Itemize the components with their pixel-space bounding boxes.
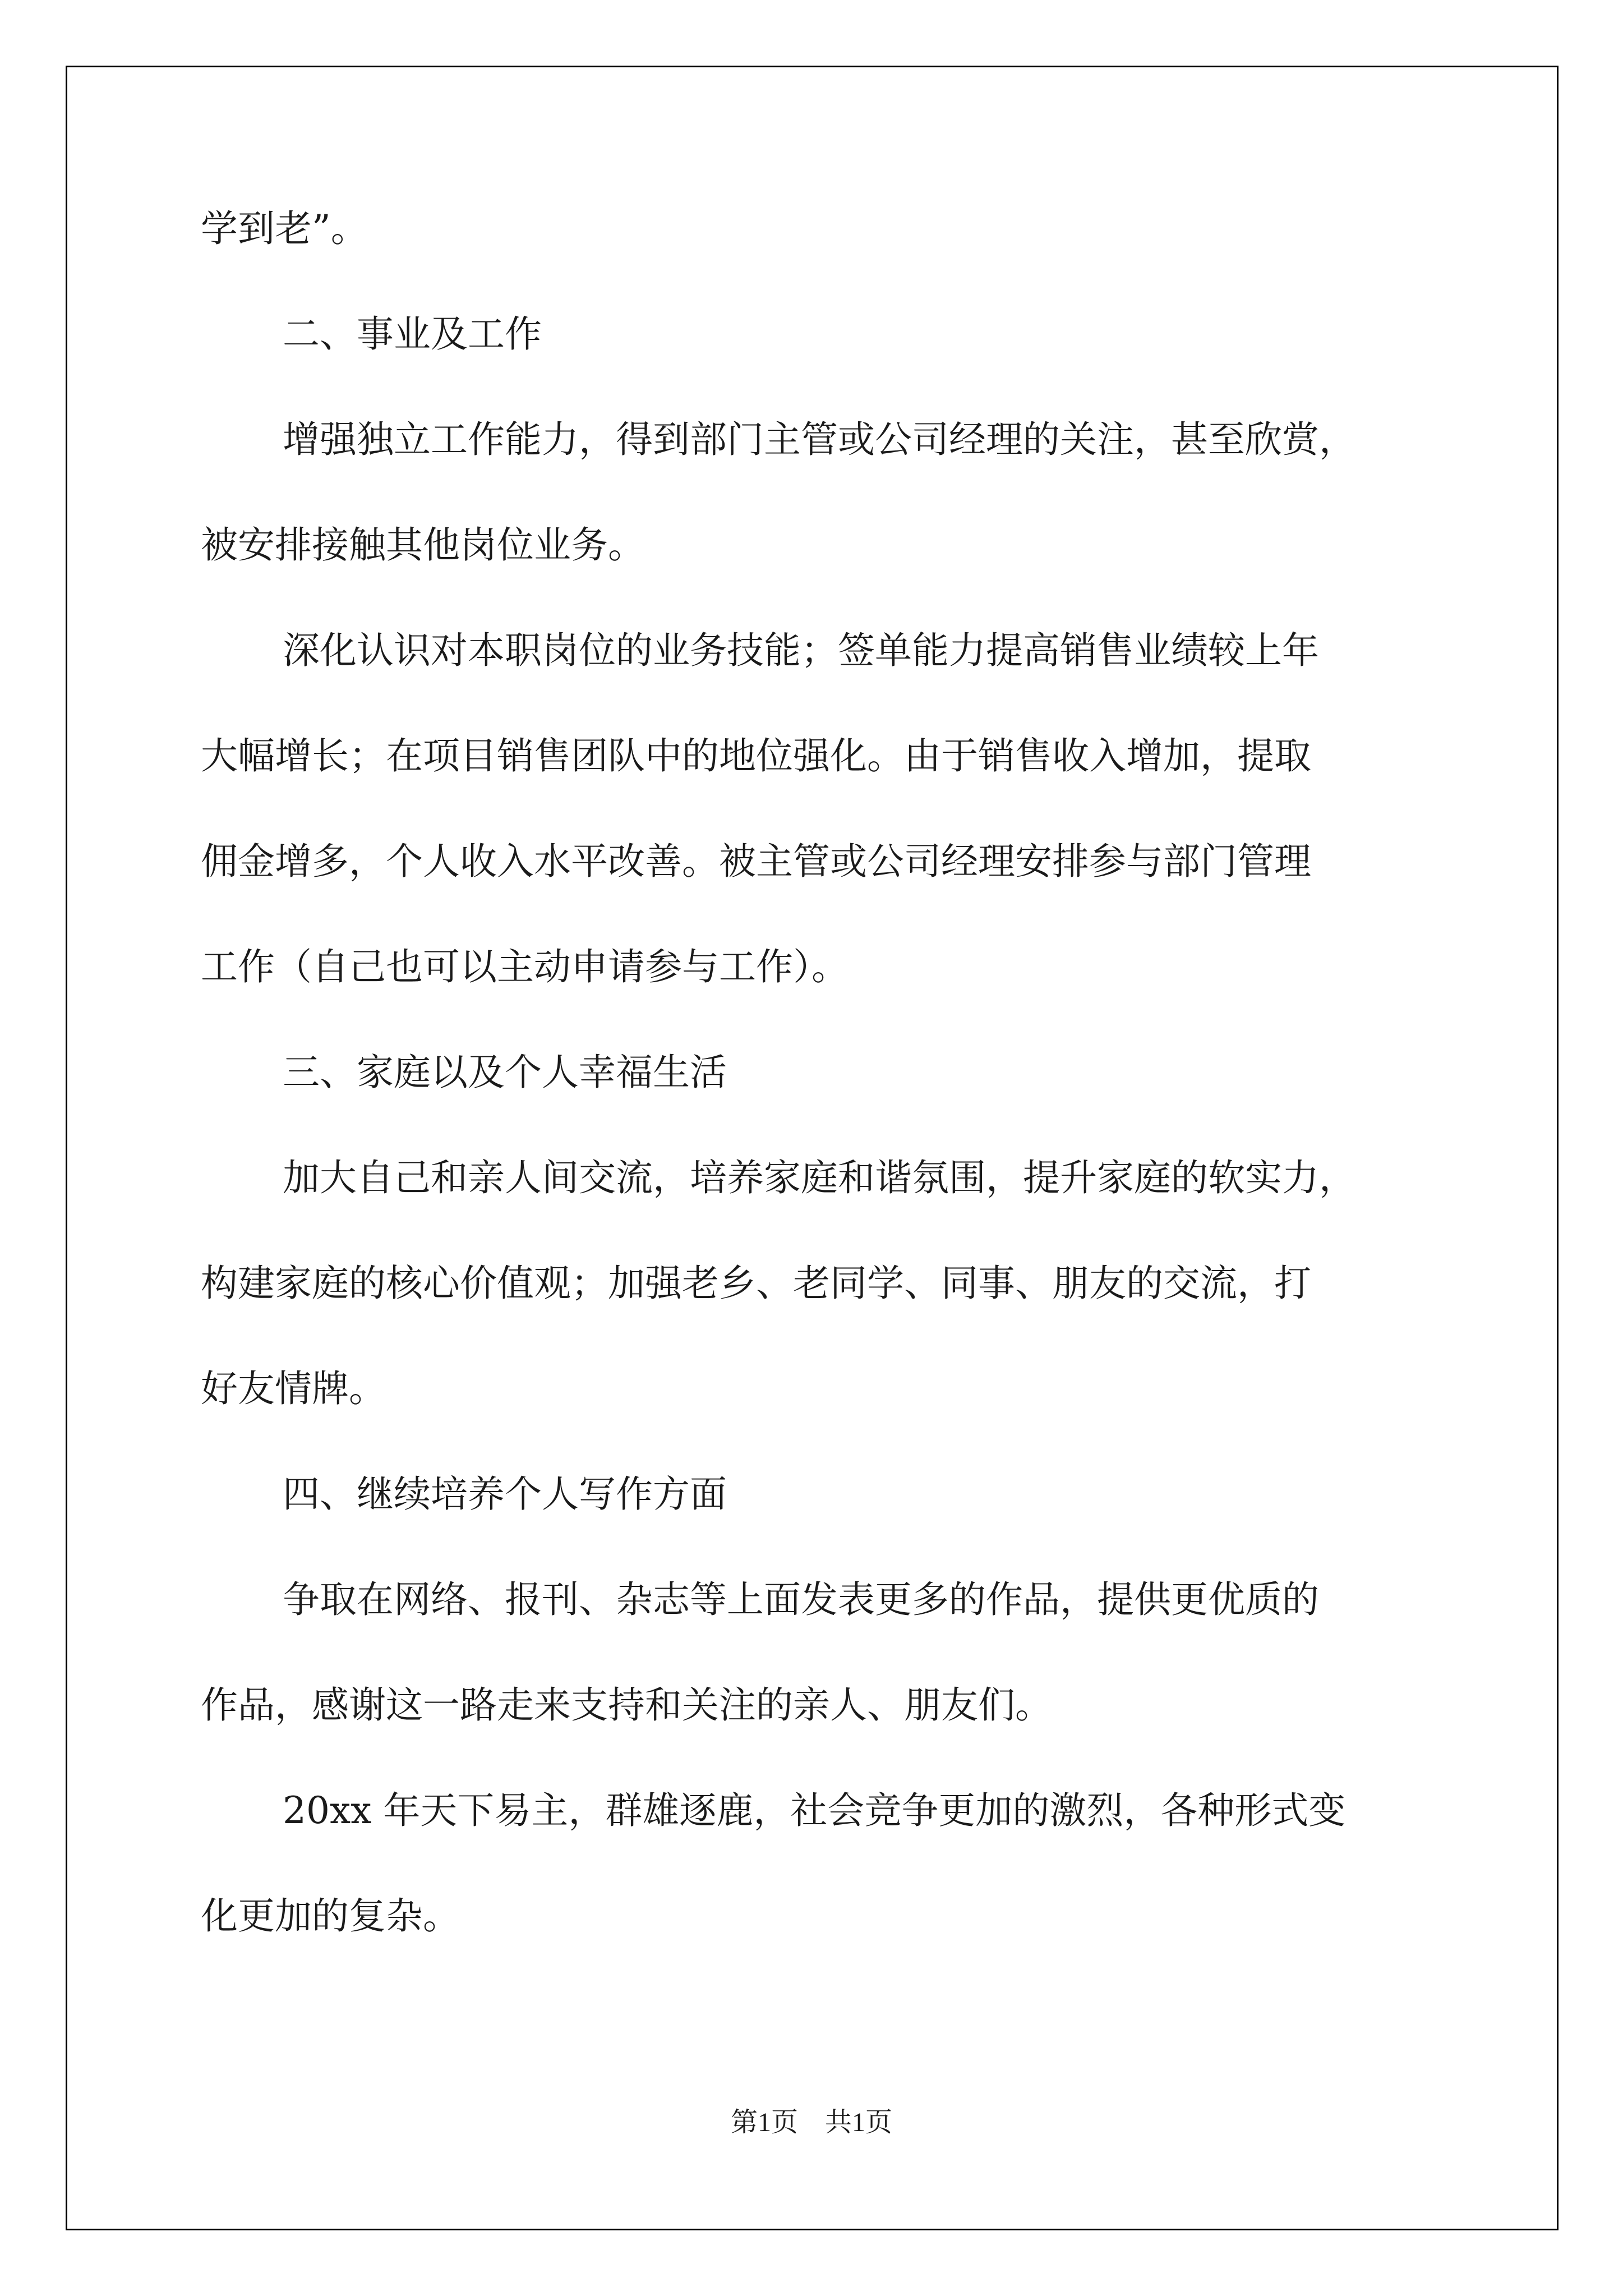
paragraph-line: 加大自己和亲人间交流，培养家庭和谐氛围，提升家庭的软实力，: [283, 1156, 1356, 1199]
paragraph-line: 深化认识对本职岗位的业务技能；签单能力提高销售业绩较上年: [283, 629, 1319, 672]
paragraph-line: 学到老”。: [201, 207, 368, 250]
section-heading-family: 三、家庭以及个人幸福生活: [283, 1051, 727, 1094]
paragraph-line: 争取在网络、报刊、杂志等上面发表更多的作品，提供更优质的: [283, 1578, 1319, 1621]
paragraph-line: 工作（自己也可以主动申请参与工作）。: [201, 945, 849, 988]
paragraph-line: 增强独立工作能力，得到部门主管或公司经理的关注，甚至欣赏，: [283, 418, 1356, 461]
paragraph-line: 构建家庭的核心价值观；加强老乡、老同学、同事、朋友的交流，打: [201, 1262, 1311, 1305]
paragraph-line: 作品，感谢这一路走来支持和关注的亲人、朋友们。: [201, 1683, 1052, 1727]
paragraph-line: 化更加的复杂。: [201, 1894, 460, 1938]
paragraph-line: 被安排接触其他岗位业务。: [201, 523, 645, 567]
page-footer: 第1页 共1页: [730, 2108, 892, 2137]
section-heading-career: 二、事业及工作: [283, 312, 542, 356]
paragraph-line: 大幅增长；在项目销售团队中的地位强化。由于销售收入增加，提取: [201, 734, 1311, 777]
section-heading-writing: 四、继续培养个人写作方面: [283, 1473, 727, 1516]
paragraph-line: 20xx 年天下易主，群雄逐鹿，社会竞争更加的激烈，各种形式变: [283, 1789, 1346, 1832]
paragraph-line: 佣金增多，个人收入水平改善。被主管或公司经理安排参与部门管理: [201, 840, 1311, 883]
paragraph-line: 好友情牌。: [201, 1367, 386, 1410]
